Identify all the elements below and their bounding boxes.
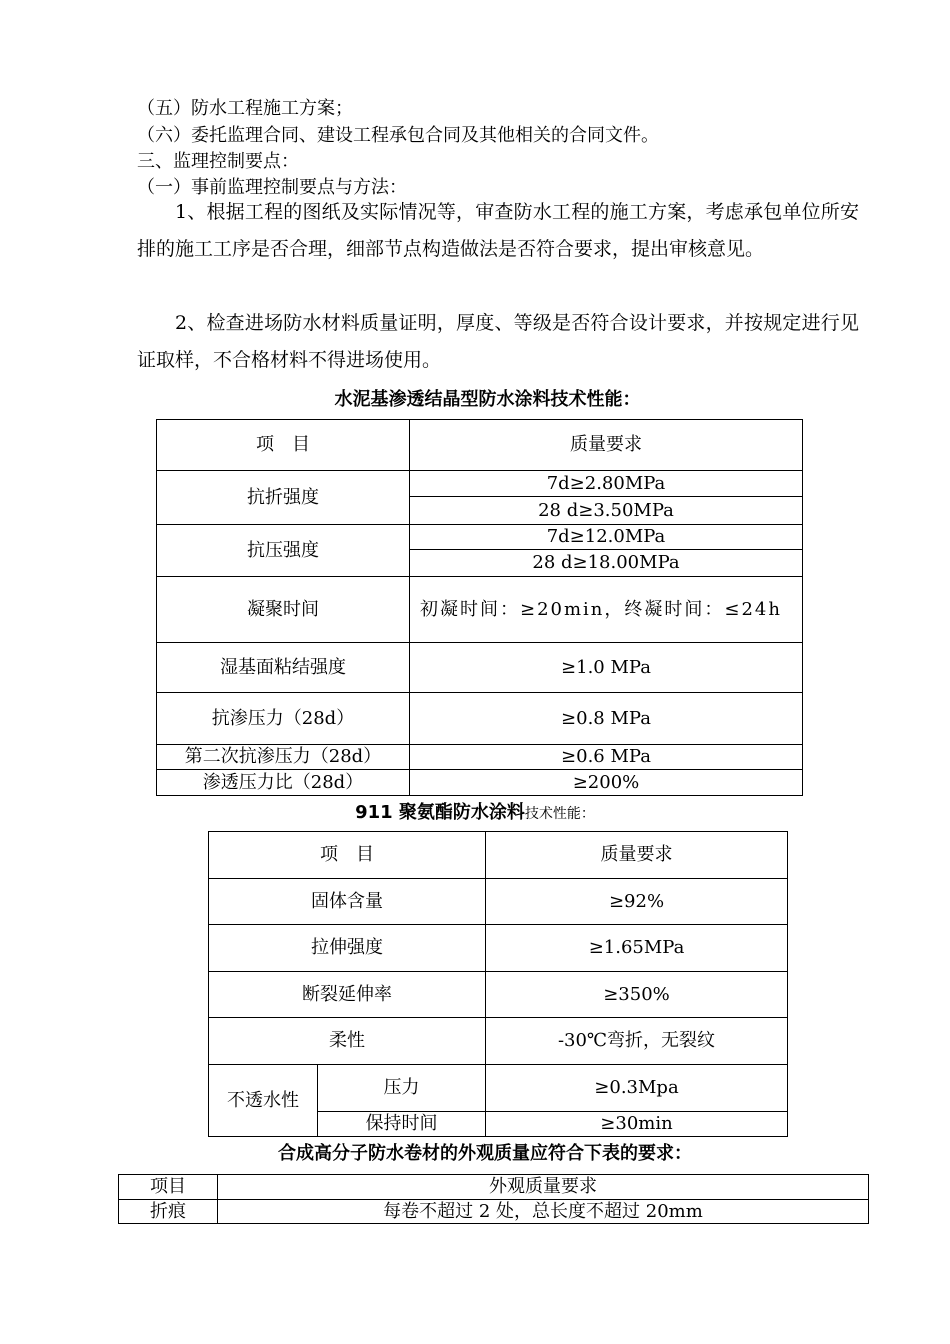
subsection-heading-1: （一）事前监理控制要点与方法： (137, 177, 407, 198)
table2 (208, 831, 788, 1137)
table1-header-req: 质量要求 (410, 420, 803, 471)
table3 (118, 1174, 869, 1224)
table2-title-main: 911 聚氨酯防水涂料 (355, 802, 525, 823)
table2-header-item: 项 目 (209, 832, 486, 879)
paragraph-2: 2、检查进场防水材料质量证明，厚度、等级是否符合设计要求，并按规定进行见证取样，不合格材料不得进场使用。 (137, 312, 859, 371)
table1-perm-label: 抗渗压力（28d） (157, 693, 410, 745)
table1-perm2-label: 第二次抗渗压力（28d） (157, 745, 410, 770)
table1 (156, 419, 803, 796)
table1-flex-28d: 28 d≥3.50MPa (410, 497, 803, 525)
paragraph-1: 1、根据工程的图纸及实际情况等，审查防水工程的施工方案，考虑承包单位所安排的施工工序是否合理，细部节点构造做法是否符合要求，提出审核意见。 (137, 201, 859, 260)
table1-bond-value: ≥1.0 MPa (410, 643, 803, 693)
table2-water-label: 不透水性 (209, 1065, 318, 1137)
table2-solid-label: 固体含量 (209, 879, 486, 925)
table1-set-label: 凝聚时间 (157, 577, 410, 643)
table2-title-small: 技术性能： (524, 806, 595, 822)
table1-comp-7d: 7d≥12.0MPa (410, 525, 803, 550)
table1-bond-label: 湿基面粘结强度 (157, 643, 410, 693)
table1-flex-label: 抗折强度 (157, 471, 410, 525)
table1-set-value: 初凝时间：≥20min，终凝时间：≤24h (410, 577, 803, 643)
table1-flex-7d: 7d≥2.80MPa (410, 471, 803, 497)
table2-hold-label: 保持时间 (318, 1112, 486, 1137)
section-heading-3: 三、监理控制要点： (137, 151, 299, 172)
table2-pressure-value: ≥0.3Mpa (486, 1065, 788, 1112)
table2-flexibility-value: -30℃弯折，无裂纹 (486, 1018, 788, 1065)
table2-flexibility-label: 柔性 (209, 1018, 486, 1065)
table2-solid-value: ≥92% (486, 879, 788, 925)
table2-elong-value: ≥350% (486, 972, 788, 1018)
table3-header-item: 项目 (119, 1175, 218, 1200)
table1-header-item: 项 目 (157, 420, 410, 471)
table2-title (0, 798, 950, 824)
table2-tensile-label: 拉伸强度 (209, 925, 486, 972)
table1-perm-value: ≥0.8 MPa (410, 693, 803, 745)
intro-line-6: （六）委托监理合同、建设工程承包合同及其他相关的合同文件。 (137, 125, 659, 146)
table3-title: 合成高分子防水卷材的外观质量应符合下表的要求： (278, 1143, 692, 1164)
intro-line-5: （五）防水工程施工方案； (137, 98, 353, 119)
table3-crease-value: 每卷不超过 2 处，总长度不超过 20mm (218, 1200, 869, 1224)
table1-title: 水泥基渗透结晶型防水涂料技术性能： (334, 389, 641, 410)
table3-crease-label: 折痕 (119, 1200, 218, 1224)
table2-header-req: 质量要求 (486, 832, 788, 879)
table3-header-req: 外观质量要求 (218, 1175, 869, 1200)
table2-hold-value: ≥30min (486, 1112, 788, 1137)
table2-tensile-value: ≥1.65MPa (486, 925, 788, 972)
table1-comp-28d: 28 d≥18.00MPa (410, 550, 803, 577)
table1-comp-label: 抗压强度 (157, 525, 410, 577)
table1-ratio-label: 渗透压力比（28d） (157, 770, 410, 796)
table1-ratio-value: ≥200% (410, 770, 803, 796)
table2-pressure-label: 压力 (318, 1065, 486, 1112)
table2-elong-label: 断裂延伸率 (209, 972, 486, 1018)
table1-perm2-value: ≥0.6 MPa (410, 745, 803, 770)
